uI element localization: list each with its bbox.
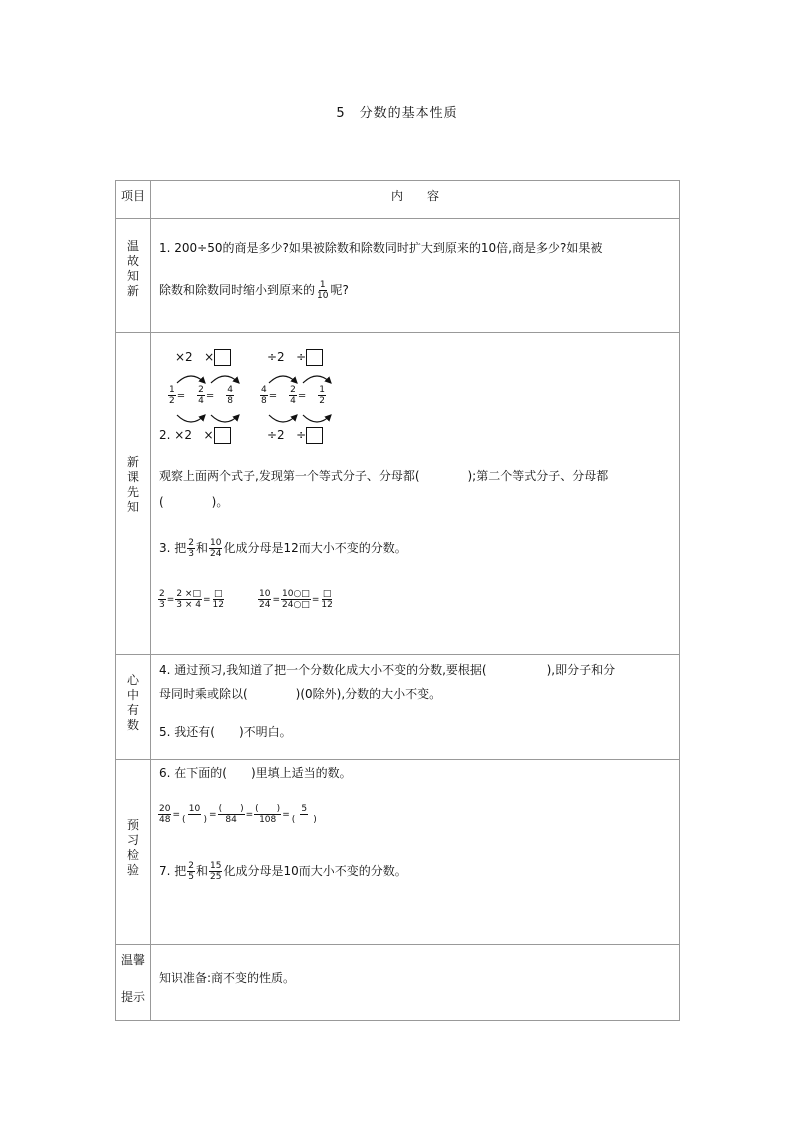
q1-line2: 除数和除数同时缩小到原来的 $\frac{1}{10}$ 呢? [159,280,349,301]
q6-chain: $\frac{20}{48}$ = $\frac{10}{( )}$ = $\frac{( )}{84}$ = $\frac{( )}{108}$ = $\frac{5}{( )}$ [159,804,317,825]
q2-number: 2. [159,428,171,442]
q3-text: 3. 把 $\frac{2}{3}$ 和 $\frac{10}{24}$ 化成分母是12而大小不变的分数。 [159,538,407,559]
tip-label: 温馨 提示 [116,945,151,1021]
header-row [116,181,680,219]
right-fraction-chain: $\frac{4}{8}$ = $\frac{2}{4}$ = $\frac{1}{2}$ [261,385,325,406]
observe-line1: 观察上面两个式子,发现第一个等式分子、分母都( );第二个等式分子、分母都 [159,469,609,483]
new-lesson-row [116,333,680,655]
tip-text: 知识准备:商不变的性质。 [159,971,296,985]
answer-box[interactable] [214,427,231,444]
q3-calc-1: $\frac{2}{3}$ = $\frac{2 \times□}{3 \times 4}$ = $\frac{□}{12}$ [159,589,224,610]
left-fraction-chain: $\frac{1}{2}$ = $\frac{2}{4}$ = $\frac{4}{8}$ [169,385,233,406]
answer-box[interactable] [214,349,231,366]
q6-text: 6. 在下面的( )里填上适当的数。 [159,766,352,780]
fraction: $\frac{1}{10}$ [317,280,329,301]
tip-row [116,945,680,1021]
new-lesson-content [151,333,680,655]
fraction-diagram: ×2 × ÷2 ÷ $\frac{1}{2}$ = $\frac{2}{4}$ = $\frac{4}{8}$ $\frac{4}{8}$ = $\frac{2}{4}$ = $\frac{1}{2}$ 2. ×2 × ÷2 ÷ [159,347,359,447]
review-content [151,219,680,333]
review-row [116,219,680,333]
q4-line1: 4. 通过预习,我知道了把一个分数化成大小不变的分数,要根据( ),即分子和分 [159,663,616,677]
worksheet-table [115,180,680,1021]
mind-label: 心 中 有 数 [116,655,151,760]
new-lesson-label: 新 课 先 知 [116,333,151,655]
q7-text: 7. 把 $\frac{2}{5}$ 和 $\frac{15}{25}$ 化成分母是10而大小不变的分数。 [159,861,407,882]
observe-line2: ( )。 [159,495,229,509]
q5-text: 5. 我还有( )不明白。 [159,725,292,739]
q1-line1: 1. 200÷50的商是多少?如果被除数和除数同时扩大到原来的10倍,商是多少?如果被 [159,241,603,255]
page-title: 5 分数的基本性质 [336,106,458,121]
q3-calc-2: $\frac{10}{24}$ = $\frac{10○□}{24○□}$ = $\frac{□}{12}$ [259,589,333,610]
mind-row [116,655,680,760]
answer-box[interactable] [306,427,323,444]
check-content [151,760,680,945]
tip-content [151,945,680,1021]
review-label: 温 故 知 新 [116,219,151,333]
check-label: 预 习 检 验 [116,760,151,945]
header-item: 项目 [116,181,151,219]
mind-content [151,655,680,760]
check-row [116,760,680,945]
q4-line2: 母同时乘或除以( )(0除外),分数的大小不变。 [159,687,442,701]
header-content: 内 容 [151,181,680,219]
answer-box[interactable] [306,349,323,366]
